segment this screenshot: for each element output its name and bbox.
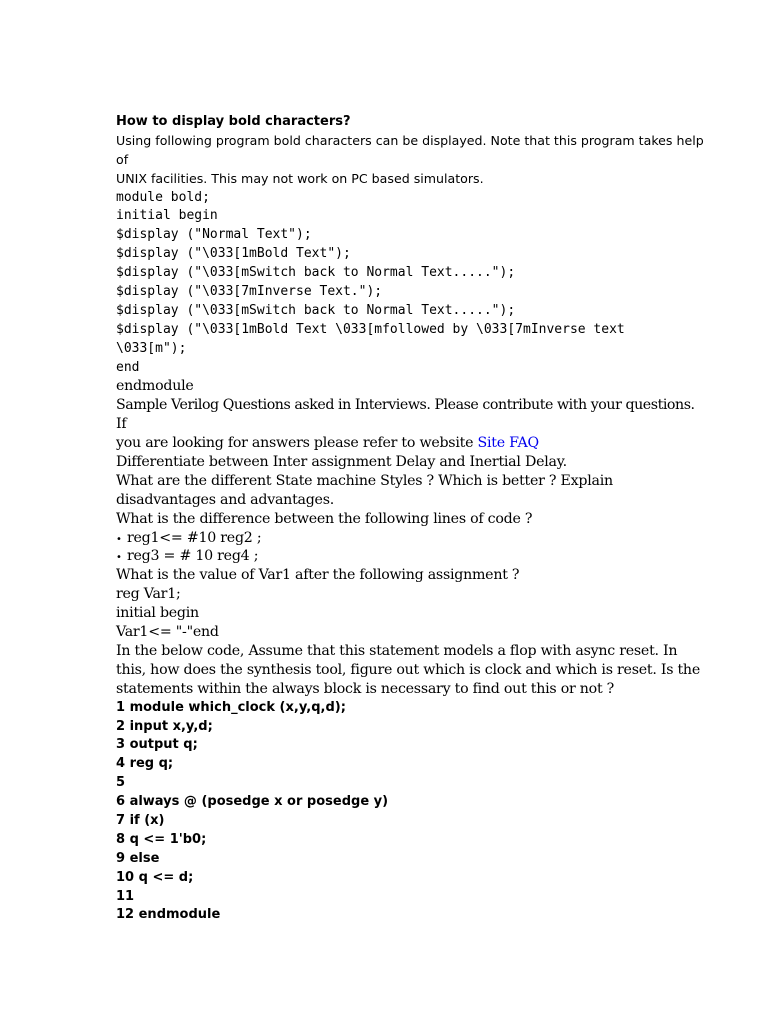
bullet-icon: • bbox=[116, 533, 122, 545]
code-line: 4 reg q; bbox=[116, 756, 174, 772]
question-4-code: reg Var1; bbox=[116, 586, 181, 603]
code-line: end bbox=[116, 359, 140, 375]
intro-line: UNIX facilities. This may not work on PC based simulators. bbox=[116, 170, 484, 186]
section-title: How to display bold characters? bbox=[116, 114, 351, 129]
question-3: What is the difference between the following lines of code ? bbox=[116, 510, 533, 527]
code-line: $display ("\033[mSwitch back to Normal Text....."); bbox=[116, 265, 516, 281]
code-line: $display ("\033[1mBold Text \033[mfollowed by \033[7mInverse text bbox=[116, 321, 625, 337]
questions-intro: If bbox=[116, 416, 127, 433]
bullet-icon: • bbox=[116, 552, 122, 564]
questions-intro-with-link bbox=[116, 434, 656, 453]
question-5: In the below code, Assume that this statement models a flop with async reset. In bbox=[116, 642, 678, 659]
code-line: $display ("\033[1mBold Text"); bbox=[116, 246, 351, 262]
code-line: 9 else bbox=[116, 850, 160, 866]
intro-line: Using following program bold characters can be displayed. Note that this program takes help bbox=[116, 132, 704, 148]
code-line: 8 q <= 1'b0; bbox=[116, 831, 207, 847]
question-4-code: initial begin bbox=[116, 605, 199, 622]
code-line: 12 endmodule bbox=[116, 907, 221, 923]
bullet-item bbox=[116, 529, 656, 548]
question-4-code: Var1<= "-"end bbox=[116, 624, 219, 641]
code-line: 10 q <= d; bbox=[116, 869, 194, 885]
code-line: \033[m"); bbox=[116, 340, 187, 356]
code-line: 1 module which_clock (x,y,q,d); bbox=[116, 699, 346, 715]
site-faq-link[interactable]: Site FAQ bbox=[477, 435, 539, 452]
question-5: this, how does the synthesis tool, figure out which is clock and which is reset. Is the bbox=[116, 661, 700, 678]
document-page bbox=[116, 113, 704, 925]
code-line: 2 input x,y,d; bbox=[116, 718, 213, 734]
bullet-text: reg1<= #10 reg2 ; bbox=[127, 529, 262, 546]
questions-intro-text: you are looking for answers please refer to website bbox=[116, 435, 478, 452]
question-2: disadvantages and advantages. bbox=[116, 491, 334, 508]
code-line: $display ("\033[mSwitch back to Normal Text....."); bbox=[116, 302, 516, 318]
code-line: 6 always @ (posedge x or posedge y) bbox=[116, 794, 389, 810]
bullet-text: reg3 = # 10 reg4 ; bbox=[127, 548, 259, 565]
code-line: 3 output q; bbox=[116, 737, 198, 753]
questions-intro: Sample Verilog Questions asked in Interviews. Please contribute with your questions. bbox=[116, 397, 695, 414]
code-line: $display ("Normal Text"); bbox=[116, 227, 312, 243]
code-line: 7 if (x) bbox=[116, 812, 165, 828]
intro-line: of bbox=[116, 151, 129, 167]
bullet-item bbox=[116, 547, 656, 566]
code-line: $display ("\033[7mInverse Text."); bbox=[116, 284, 383, 300]
question-5: statements within the always block is necessary to find out this or not ? bbox=[116, 680, 615, 697]
code-line: initial begin bbox=[116, 208, 218, 224]
question-4: What is the value of Var1 after the following assignment ? bbox=[116, 567, 520, 584]
endmodule-text: endmodule bbox=[116, 378, 194, 395]
code-line: 5 bbox=[116, 775, 126, 791]
question-1: Differentiate between Inter assignment Delay and Inertial Delay. bbox=[116, 454, 567, 471]
question-2: What are the different State machine Styles ? Which is better ? Explain bbox=[116, 472, 613, 489]
code-line: 11 bbox=[116, 888, 135, 904]
code-line: module bold; bbox=[116, 189, 210, 205]
